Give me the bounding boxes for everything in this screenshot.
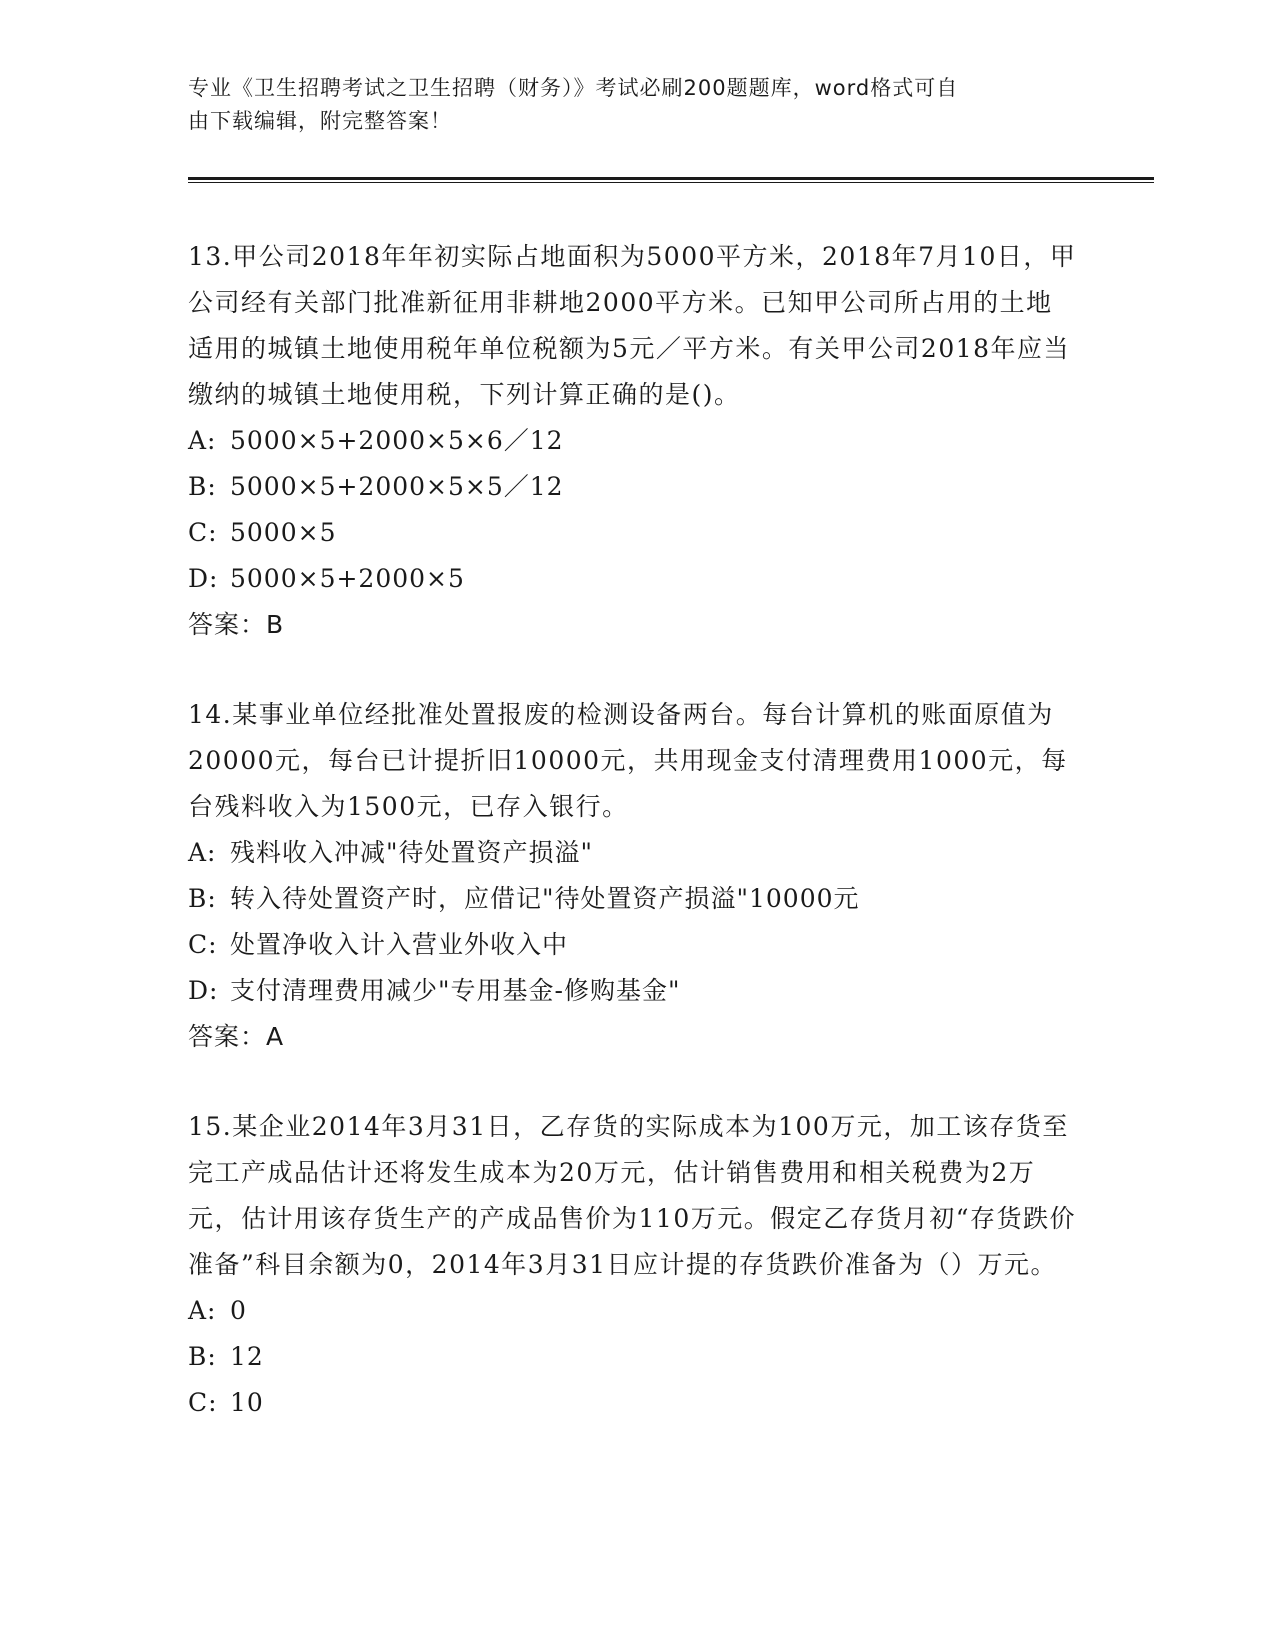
option-text: 处置净收入计入营业外收入中 xyxy=(230,930,569,959)
option-d xyxy=(188,968,1078,1014)
option-b xyxy=(188,464,1078,510)
answer: 答案：A xyxy=(188,1022,285,1051)
option-text: 0 xyxy=(230,1296,247,1325)
question-13 xyxy=(188,234,1078,648)
option-text: 10 xyxy=(230,1388,264,1417)
option-a xyxy=(188,1288,1078,1334)
option-c xyxy=(188,922,1078,968)
option-a xyxy=(188,830,1078,876)
option-text: 12 xyxy=(230,1342,264,1371)
option-key: B: xyxy=(188,1342,217,1371)
option-d xyxy=(188,556,1078,602)
option-text: 5000×5+2000×5×5／12 xyxy=(230,472,564,501)
option-c xyxy=(188,1380,1078,1426)
question-14 xyxy=(188,692,1078,1060)
option-key: A: xyxy=(188,1296,217,1325)
answer: 答案：B xyxy=(188,610,285,639)
header-divider-thin xyxy=(188,182,1154,183)
document-header xyxy=(188,72,1068,138)
option-key: C: xyxy=(188,1388,218,1417)
header-divider-thick xyxy=(188,177,1154,180)
option-key: C: xyxy=(188,518,218,547)
option-key: A: xyxy=(188,838,217,867)
option-text: 5000×5+2000×5 xyxy=(230,564,465,593)
option-a xyxy=(188,418,1078,464)
option-key: D: xyxy=(188,976,219,1005)
option-text: 残料收入冲减"待处置资产损溢" xyxy=(230,838,593,867)
header-line-1: 专业《卫生招聘考试之卫生招聘（财务）》考试必刷200题题库，word格式可自 xyxy=(188,76,959,100)
option-text: 支付清理费用减少"专用基金-修购基金" xyxy=(230,976,681,1005)
option-b xyxy=(188,1334,1078,1380)
question-stem: 14.某事业单位经批准处置报废的检测设备两台。每台计算机的账面原值为20000元，每台已计提折旧10000元，共用现金支付清理费用1000元，每台残料收入为1500元，已存入银行。 xyxy=(188,700,1068,821)
option-c xyxy=(188,510,1078,556)
question-stem: 15.某企业2014年3月31日，乙存货的实际成本为100万元，加工该存货至完工产成品估计还将发生成本为20万元，估计销售费用和相关税费为2万元，估计用该存货生产的产成品售价为110万元。假定乙存货月初“存货跌价准备”科目余额为0，2014年3月31日应计提的存货跌价准备为（）万元。 xyxy=(188,1112,1077,1279)
option-key: A: xyxy=(188,426,217,455)
option-text: 转入待处置资产时，应借记"待处置资产损溢"10000元 xyxy=(230,884,860,913)
option-text: 5000×5 xyxy=(230,518,337,547)
option-key: B: xyxy=(188,884,217,913)
question-stem: 13.甲公司2018年年初实际占地面积为5000平方米，2018年7月10日，甲公司经有关部门批准新征用非耕地2000平方米。已知甲公司所占用的土地适用的城镇土地使用税年单位税额为5元／平方米。有关甲公司2018年应当缴纳的城镇土地使用税，下列计算正确的是()。 xyxy=(188,242,1077,409)
header-line-2: 由下载编辑，附完整答案！ xyxy=(188,109,452,133)
option-b xyxy=(188,876,1078,922)
question-15 xyxy=(188,1104,1078,1426)
option-text: 5000×5+2000×5×6／12 xyxy=(230,426,564,455)
option-key: D: xyxy=(188,564,219,593)
option-key: B: xyxy=(188,472,217,501)
option-key: C: xyxy=(188,930,218,959)
